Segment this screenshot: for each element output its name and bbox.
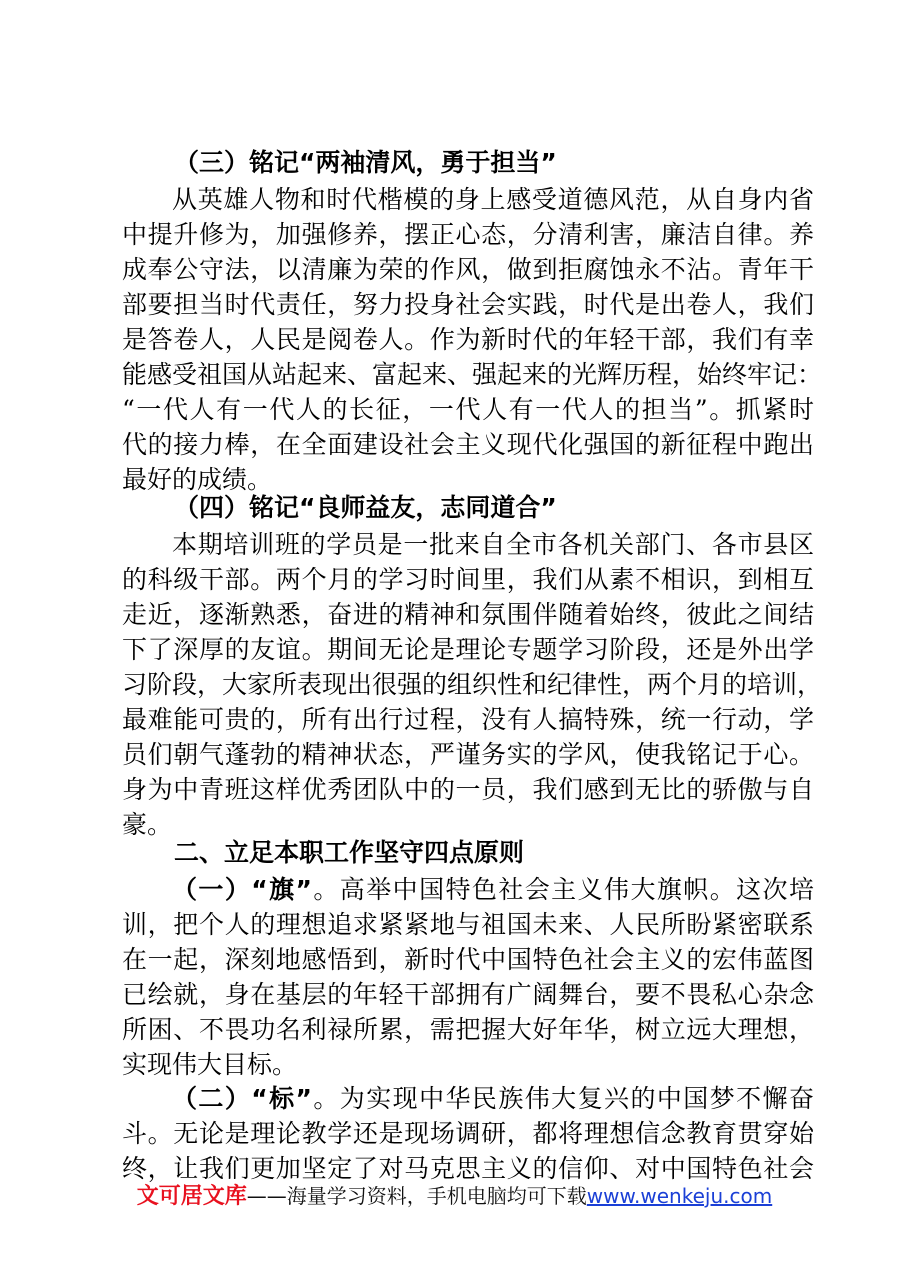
- paragraph-line: 的科级干部。两个月的学习时间里，我们从素不相识，到相互: [122, 565, 814, 594]
- paragraph-line: 最难能可贵的，所有出行过程，没有人搞特殊，统一行动，学: [122, 705, 814, 734]
- paragraph-line: 豪。: [122, 810, 173, 839]
- principle-lead: （一）“旗”: [172, 875, 312, 904]
- heading-four: （四）铭记“良师益友，志同道合”: [174, 493, 557, 522]
- principle-text: 。高举中国特色社会主义伟大旗帜。这次培: [311, 875, 814, 904]
- paragraph-line: 身为中青班这样优秀团队中的一员，我们感到无比的骄傲与自: [122, 775, 814, 804]
- paragraph-line: [172, 873, 814, 907]
- paragraph-line: 实现伟大目标。: [122, 1050, 298, 1079]
- paragraph-line: 部要担当时代责任，努力投身社会实践，时代是出卷人，我们: [122, 290, 814, 319]
- paragraph-line: 是答卷人，人民是阅卷人。作为新时代的年轻干部，我们有幸: [122, 325, 814, 354]
- paragraph-line: 中提升修为，加强修养，摆正心态，分清利害，廉洁自律。养: [122, 220, 814, 249]
- paragraph-line: 训，把个人的理想追求紧紧地与祖国未来、人民所盼紧密联系: [122, 910, 814, 939]
- paragraph-line: 斗。无论是理论教学还是现场调研，都将理想信念教育贯穿始: [122, 1119, 814, 1148]
- footer-slogan: ——海量学习资料，手机电脑均可下载: [246, 1184, 587, 1208]
- footer-url-link[interactable]: www.wenkeju.com: [586, 1184, 773, 1208]
- paragraph-line: 从英雄人物和时代楷模的身上感受道德风范，从自身内省: [172, 185, 814, 214]
- paragraph-line: 本期培训班的学员是一批来自全市各机关部门、各市县区: [172, 530, 814, 559]
- principle-lead: （二）“标”: [172, 1084, 312, 1113]
- footer-brand: 文可居文库: [136, 1184, 247, 1209]
- paragraph-line: “一代人有一代人的长征，一代人有一代人的担当”。抓紧时: [122, 395, 814, 424]
- paragraph-line: 最好的成绩。: [122, 465, 273, 494]
- heading-three: （三）铭记“两袖清风，勇于担当”: [174, 148, 557, 177]
- section-heading-two: 二、立足本职工作坚守四点原则: [174, 838, 525, 867]
- paragraph-line: [172, 1082, 814, 1116]
- paragraph-line: 下了深厚的友谊。期间无论是理论专题学习阶段，还是外出学: [122, 635, 814, 664]
- footer-banner: [0, 1182, 909, 1211]
- paragraph-line: 成奉公守法，以清廉为荣的作风，做到拒腐蚀永不沾。青年干: [122, 255, 814, 284]
- paragraph-line: 代的接力棒，在全面建设社会主义现代化强国的新征程中跑出: [122, 430, 814, 459]
- paragraph-line: 已绘就，身在基层的年轻干部拥有广阔舞台，要不畏私心杂念: [122, 980, 814, 1009]
- principle-text: 。为实现中华民族伟大复兴的中国梦不懈奋: [311, 1084, 814, 1113]
- paragraph-line: 能感受祖国从站起来、富起来、强起来的光辉历程，始终牢记：: [122, 360, 823, 389]
- paragraph-line: 员们朝气蓬勃的精神状态，严谨务实的学风，使我铭记于心。: [122, 740, 814, 769]
- paragraph-line: 所困、不畏功名利禄所累，需把握大好年华，树立远大理想，: [122, 1015, 814, 1044]
- paragraph-line: 走近，逐渐熟悉，奋进的精神和氛围伴随着始终，彼此之间结: [122, 600, 814, 629]
- paragraph-line: 终，让我们更加坚定了对马克思主义的信仰、对中国特色社会: [122, 1154, 814, 1183]
- paragraph-line: 习阶段，大家所表现出很强的组织性和纪律性，两个月的培训，: [122, 670, 823, 699]
- paragraph-line: 在一起，深刻地感悟到，新时代中国特色社会主义的宏伟蓝图: [122, 945, 814, 974]
